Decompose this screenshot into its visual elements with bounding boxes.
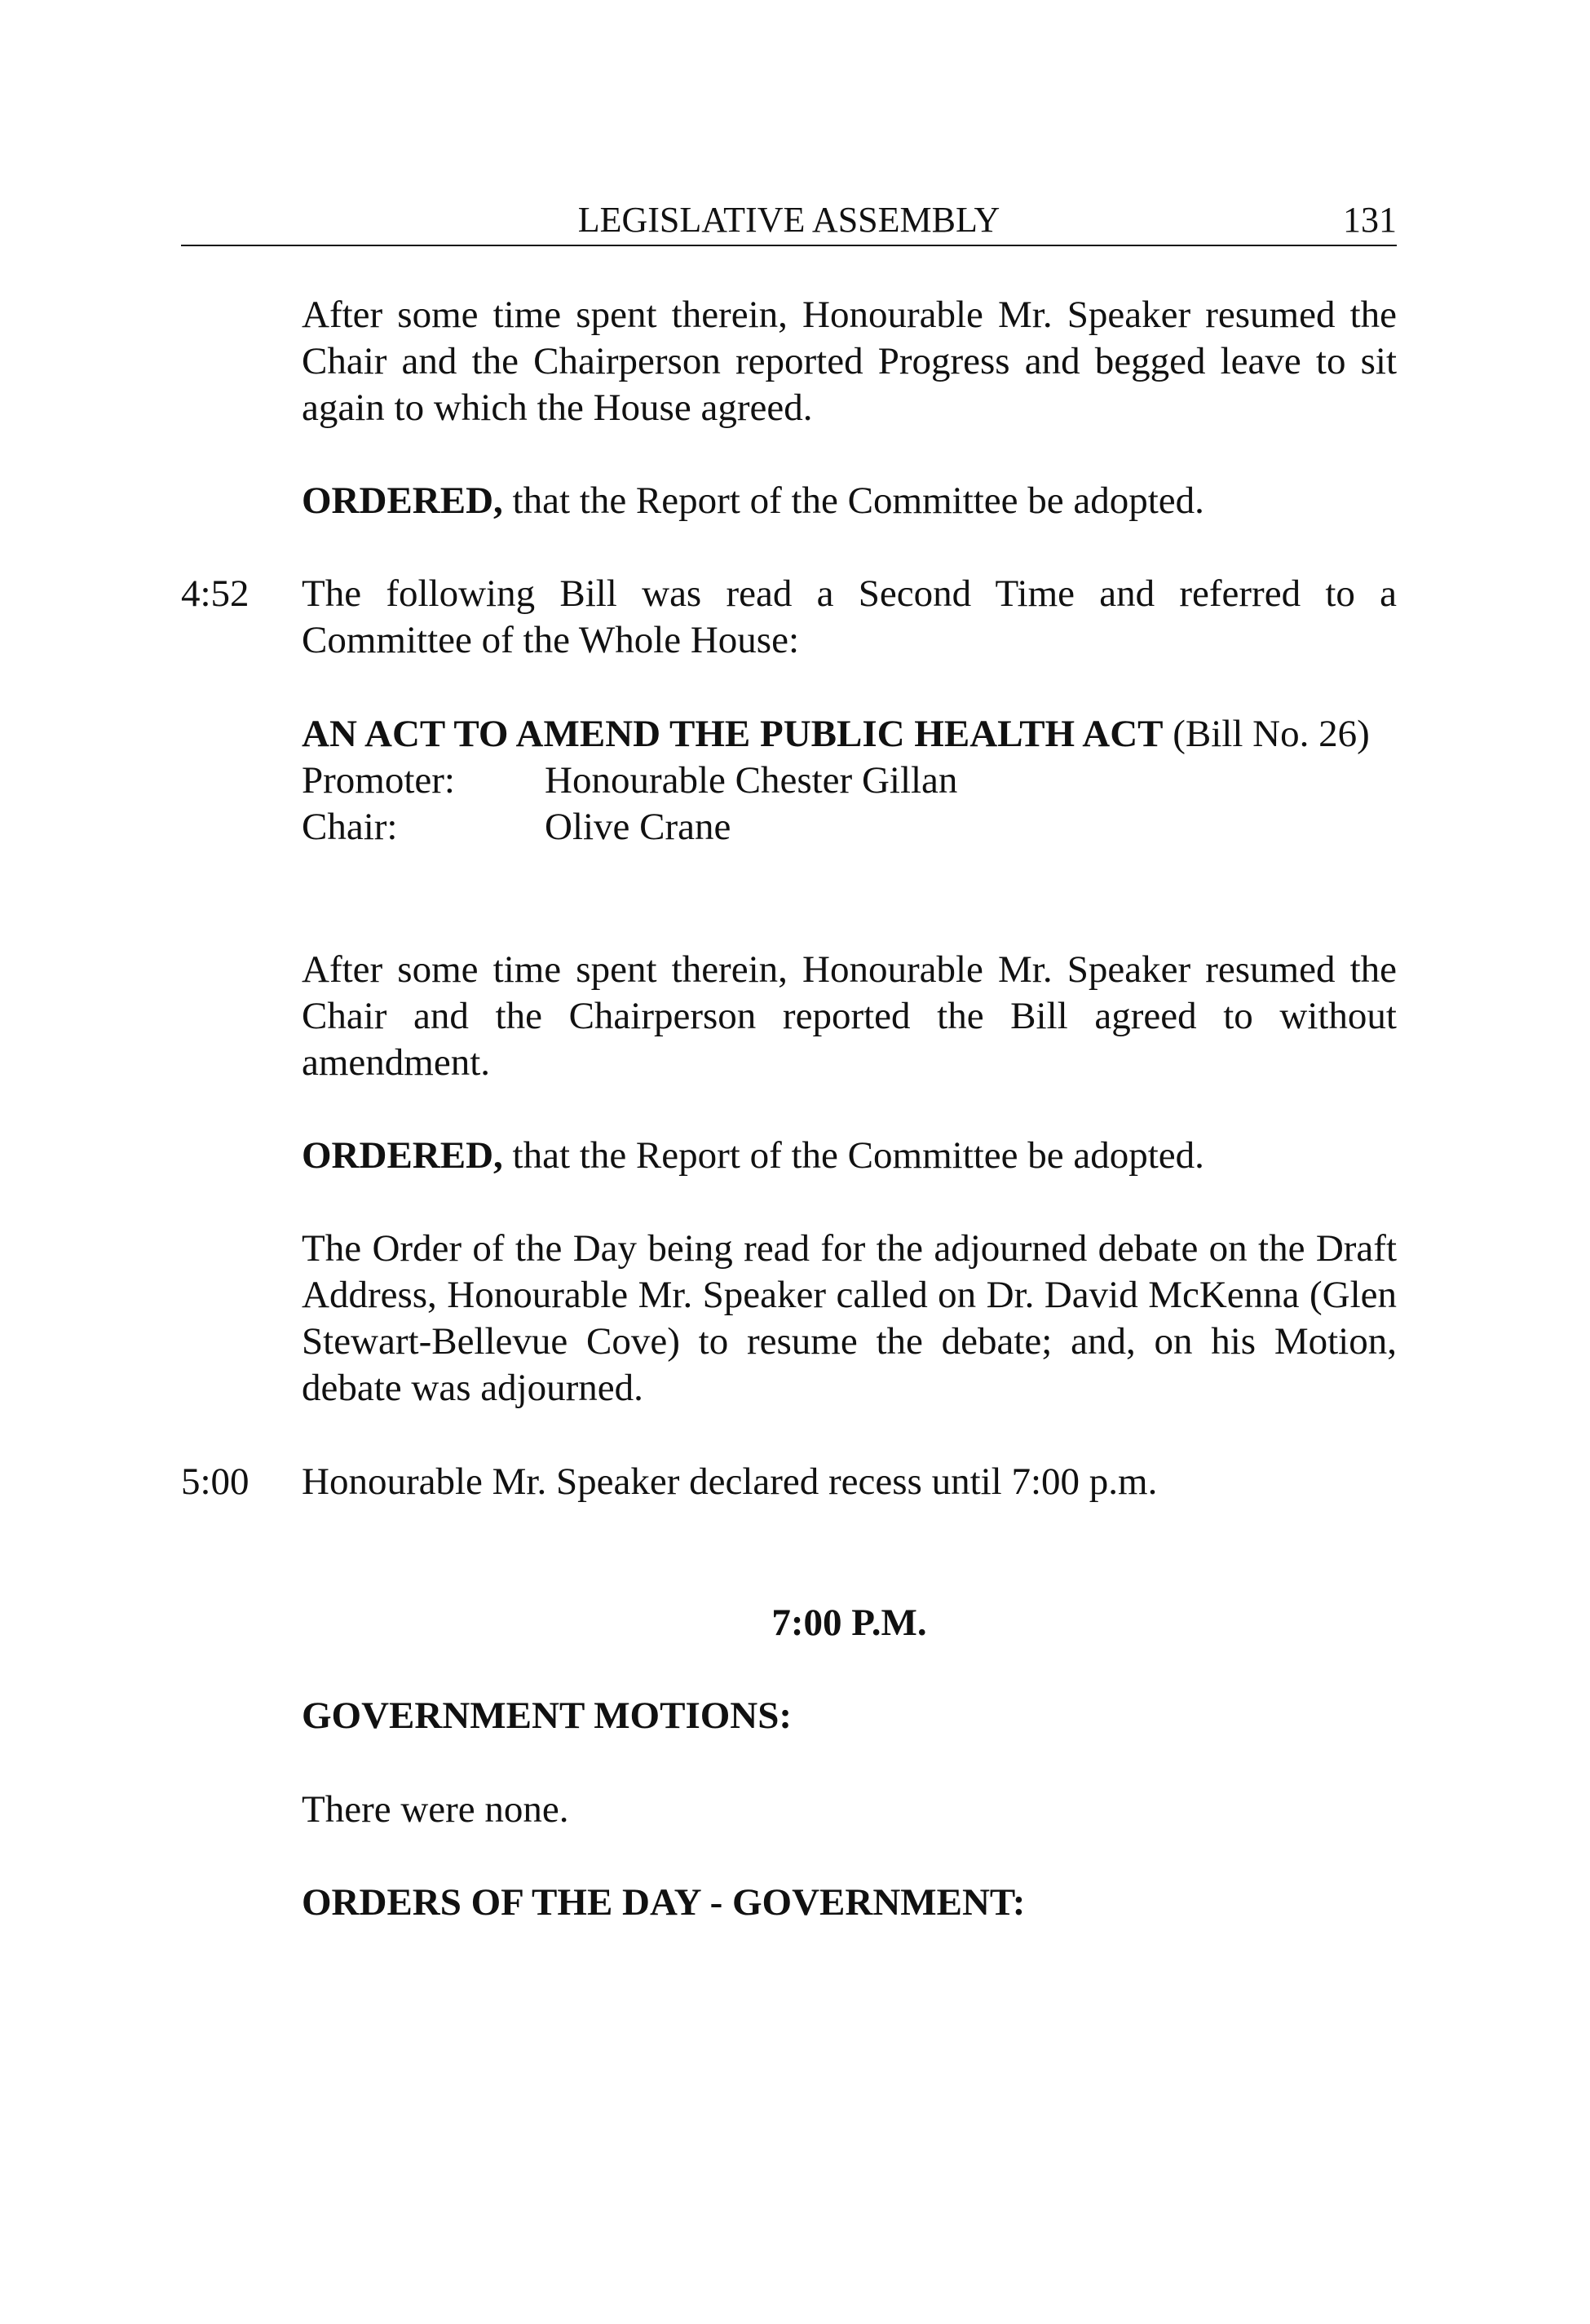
chair-row bbox=[302, 804, 1397, 851]
page-header bbox=[181, 194, 1397, 246]
ordered-text: that the Report of the Committee be adopted. bbox=[502, 479, 1204, 522]
page-number: 131 bbox=[1343, 200, 1397, 240]
paragraph-text: After some time spent therein, Honourable Mr. Speaker resumed the Chair and the Chairperson reported Progress and begged leave to sit again to which the House agreed. bbox=[302, 294, 1397, 429]
promoter-label: Promoter: bbox=[302, 759, 455, 802]
time-stamp-500: 5:00 bbox=[181, 1460, 250, 1503]
ordered-label: ORDERED, bbox=[302, 479, 503, 522]
second-reading-entry bbox=[302, 571, 1397, 664]
bill-title-bold: AN ACT TO AMEND THE PUBLIC HEALTH ACT bbox=[302, 713, 1164, 755]
chair-value: Olive Crane bbox=[545, 806, 731, 848]
orders-of-the-day-heading: ORDERS OF THE DAY - GOVERNMENT: bbox=[302, 1881, 1026, 1924]
bill-title bbox=[302, 711, 1397, 758]
chair-label: Chair: bbox=[302, 806, 398, 848]
ordered-statement-1 bbox=[302, 478, 1397, 524]
paragraph-text: The Order of the Day being read for the adjourned debate on the Draft Address, Honourable Mr. Speaker called on Dr. David McKenna (Glen Stewart-Bellevue Cove) to resume the debate; and, on his Motion, debate was adjourned. bbox=[302, 1227, 1397, 1409]
promoter-value: Honourable Chester Gillan bbox=[545, 759, 958, 802]
ordered-text: that the Report of the Committee be adopted. bbox=[502, 1134, 1204, 1177]
entry-text: Honourable Mr. Speaker declared recess until 7:00 p.m. bbox=[302, 1460, 1158, 1503]
recess-entry bbox=[302, 1459, 1397, 1505]
ordered-statement-2 bbox=[302, 1133, 1397, 1179]
paragraph-text: After some time spent therein, Honourable Mr. Speaker resumed the Chair and the Chairperson reported the Bill agreed to without amendment. bbox=[302, 948, 1397, 1084]
government-motions-text: There were none. bbox=[302, 1788, 569, 1831]
paragraph-adjourned-debate bbox=[302, 1226, 1397, 1412]
entry-text: The following Bill was read a Second Time and referred to a Committee of the Whole House: bbox=[302, 572, 1397, 661]
paragraph-bill-agreed bbox=[302, 947, 1397, 1086]
bill-number: (Bill No. 26) bbox=[1163, 713, 1370, 755]
paragraph-progress-report bbox=[302, 292, 1397, 431]
header-title: LEGISLATIVE ASSEMBLY bbox=[577, 200, 1000, 240]
government-motions-heading: GOVERNMENT MOTIONS: bbox=[302, 1694, 793, 1737]
time-stamp-452: 4:52 bbox=[181, 572, 250, 615]
promoter-row bbox=[302, 758, 1397, 804]
evening-sitting-heading: 7:00 P.M. bbox=[771, 1602, 927, 1644]
bill-details bbox=[302, 711, 1397, 851]
ordered-label: ORDERED, bbox=[302, 1134, 503, 1177]
